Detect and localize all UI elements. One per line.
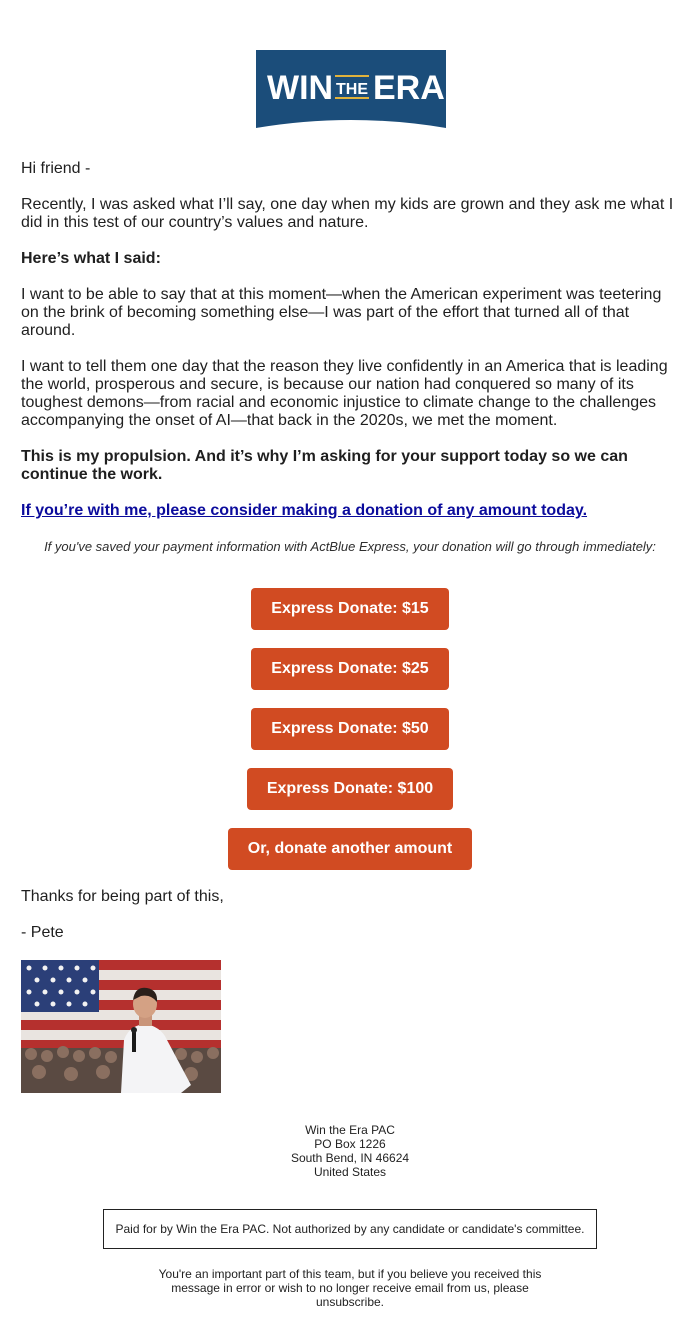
unsubscribe-notice	[150, 1267, 550, 1309]
closing: Thanks for being part of this,	[21, 888, 224, 905]
donate-other-amount-button[interactable]: Or, donate another amount	[228, 828, 472, 870]
footer-city: South Bend, IN 46624	[290, 1151, 410, 1165]
express-note: If you've saved your payment information with ActBlue Express, your donation will go through immediately:	[44, 539, 656, 554]
logo-word-era: ERA	[373, 69, 445, 107]
paragraph-1: Recently, I was asked what I’ll say, one day when my kids are grown and they ask me what I did in this test of our country’s values and nature.	[21, 196, 674, 231]
unsubscribe-link[interactable]: unsubscribe.	[315, 1295, 385, 1309]
speaker-photo	[21, 960, 221, 1093]
express-donate-15-button[interactable]: Express Donate: $15	[251, 588, 449, 630]
paragraph-4: I want to tell them one day that the reason they live confidently in an America that is leading the world, prosperous and secure, is because our nation had conquered so many of its toughest demons—from racial and economic injustice to climate change to the challenges accompanying the onset of AI—that back in the 2020s, we met the moment.	[21, 358, 668, 429]
footer-address	[200, 1123, 500, 1179]
unsubscribe-text: You're an important part of this team, but if you believe you received this message in error or wish to no longer receive email from us, please	[158, 1267, 542, 1295]
express-donate-50-button[interactable]: Express Donate: $50	[251, 708, 449, 750]
paragraph-3: I want to be able to say that at this moment—when the American experiment was teetering on the brink of becoming something else—I was part of the effort that turned all of that around.	[21, 286, 662, 339]
signature: - Pete	[21, 924, 64, 941]
logo-word-the: THE	[336, 81, 368, 98]
paragraph-5: This is my propulsion. And it’s why I’m asking for your support today so we can continue the work.	[21, 448, 628, 483]
logo-word-win: WIN	[267, 69, 334, 107]
express-donate-25-button[interactable]: Express Donate: $25	[251, 648, 449, 690]
footer-po-box: PO Box 1226	[314, 1137, 386, 1151]
win-the-era-logo	[256, 50, 446, 128]
greeting: Hi friend -	[21, 160, 91, 177]
paid-for-disclaimer: Paid for by Win the Era PAC. Not authorized by any candidate or candidate's committee.	[103, 1209, 597, 1249]
donate-link[interactable]: If you’re with me, please consider making a donation of any amount today.	[21, 502, 588, 519]
footer-country: United States	[313, 1165, 387, 1179]
paragraph-2: Here’s what I said:	[21, 250, 161, 267]
footer-org: Win the Era PAC	[305, 1123, 395, 1137]
express-donate-100-button[interactable]: Express Donate: $100	[247, 768, 453, 810]
